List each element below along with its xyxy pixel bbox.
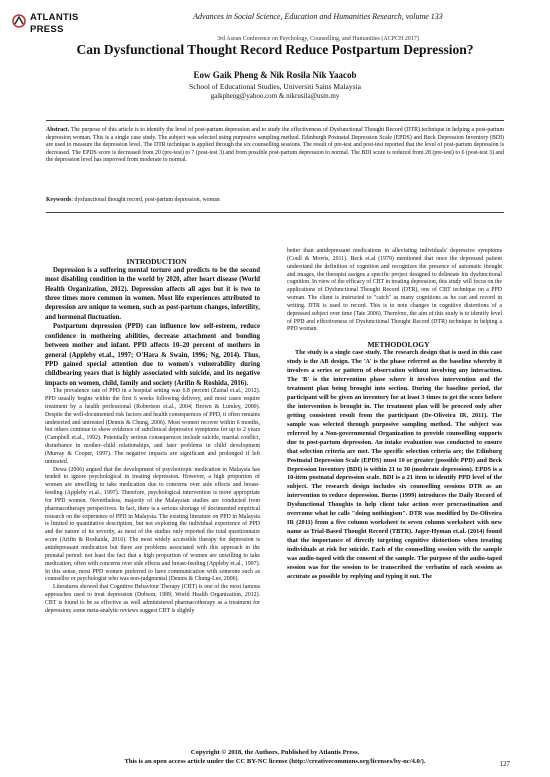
abstract xyxy=(46,127,504,165)
methodology-paragraph: The study is a single case study. The research design that is used in this case study is the AB design. The 'A' is the phase referred as the baseline whereby it involves a series or pattern of observation without involving any interaction. The 'B' is the intervention phase where it involves intervention and the treatment plan being brought into section. During the baseline period, the participant will be given an inventory for at least 3 times to get the score before the intervention is brought in. The treatment plan will be proceed only after getting consistent result from the participant (De-Oliveira IR, 2011). The sample was selected through purposive sampling method. The subject was referred by a Non-governmental Organization to provide counselling supports due to post-partum depression. An intake evaluation was conducted to ensure that selection criteria are met. The specific selection criteria are; the Edinburg Postnatal Depression Scale (EPDS) must 10 or greater (possible PPD) and Beck Depression Inventory (BDI) is within 21 to 30 (moderate depression). EPDS is a 10-item postnatal depression scale. BDI is a 21 item to identify PPD level of the subject. The research design includes six counselling sessions DTR as an intervention to reduce depression. Burns (1999) introduces the Daily Record of Dysfunctional Thoughts to help client take action over procrastination and overcome what he calls "doing nothingism". DTR was modified by De-Oliveira IR (2011) from a five column worksheet to seven column worksheet with new name as Trial-Based Thought Record (TBTR). Jager-Hyman et.al. (2014) found that the importance of directly targeting cognitive distortions when treating individuals at risk for suicide. Each of the counselling session with the sample was audio-taped with the consent of the sample. The purpose of the audio-taped session was for the session to be transcribed the verbatim of each session as accurate as possible by replying and typing it out. The xyxy=(287,349,502,580)
intro-paragraph-1: Depression is a suffering mental torture and predicts to be the second most disabling condition in the world by 2020, after heart disease (World Health Organization, 2012). Depression affects all ages but it is two to three times more common in women. Most life experiences attributed to depression are unique to women, such as post-partum changes, infertility, and hormonal fluctuation. xyxy=(45,266,260,321)
copyright-line: Copyright © 2018, the Authors. Published by Atlantis Press. xyxy=(190,749,360,756)
conference-header: 3rd Asean Conference on Psychology, Counselling, and Humanities (ACPCH 2017) xyxy=(217,36,419,42)
author-affiliation: School of Educational Studies, Universiti Sains Malaysia xyxy=(189,82,361,91)
abstract-top-rule xyxy=(46,120,504,121)
page-number: 127 xyxy=(499,760,510,768)
series-header: Advances in Social Science, Education and Humanities Research, volume 133 xyxy=(193,12,443,21)
right-column xyxy=(287,248,502,582)
paper-title: Can Dysfunctional Thought Record Reduce Postpartum Depression? xyxy=(76,42,474,57)
keywords xyxy=(46,197,504,203)
keywords-text: : dysfunctional thought record, post-partum depression, woman xyxy=(71,197,220,203)
abstract-bottom-rule xyxy=(46,212,504,213)
atlantis-logo-icon xyxy=(12,14,26,28)
author-emails: gaikpheng@yahoo.com & nikrusila@usm.my xyxy=(210,92,340,100)
abstract-text: The purpose of this article is to identify the level of post-partum depression and to study the effectiveness of Dysfunctional Thought Record (DTR) technique in helping a post-partum depression woman. This is a single case study. The subject was selected using purposive sampling method. Edinburgh Postnatal Depression Scale (EPDS) and Beck Depression Inventory (BDI) are used to measure the depression level. The DTR technique is applied through the six counselling sessions. The result of pre-test and post-test reported that the level of post-partum depression is decreased. The EPDS score is decreased from 20 (pre-test) to 7 (post-test 3) and from possible post-partum depression to normal. The BDI score is reduced from 28 (pre-test) to 6 (post-test 3) and the depression level has improved from moderate to normal. xyxy=(46,127,504,164)
abstract-label: Abstract. xyxy=(46,127,70,133)
methodology-heading: METHODOLOGY xyxy=(367,340,430,350)
intro-paragraph-2: Postpartum depression (PPD) can influence low self-esteem, reduce confidence in mothering abilities, decrease attachment and bonding between mother and infant. PPD affects 10–20 percent of mothers in general (Appleby et.al., 1997; O'Hara & Swain, 1996; Ng, 2014). Thus, PPD gained special attention due to women's vulnerability during childbearing years that is highly associated with suicide, and its negative impacts on women, child, family and society (Arifin & Roshida, 2016). xyxy=(45,323,260,387)
paper-authors: Eow Gaik Pheng & Nik Rosila Nik Yaacob xyxy=(193,70,357,80)
publisher-name-line2: PRESS xyxy=(30,24,64,35)
publisher-logo xyxy=(12,10,78,40)
intro-paragraph-5: Literatures showed that Cognitive Behaviour Therapy (CBT) is one of the most famous approaches used to treat depression (Dobson, 1989; World Health Organization, 2012). CBT is found to be as effective as well administered pharmacotherapy as a treatment for depression; some meta-analytic reviews suggest CBT is slightly xyxy=(45,584,260,614)
intro-paragraph-4: Dewa (2006) argued that the development of psychotropic medication in Malaysia has tended to ignore psychological in treating depression. However, a high proportion of women are unwilling to take medication due to concerns over side effects and breast-feeding (Appleby et.al., 1997). Therefore, psychological intervention is more appropriate for PPD women. Nevertheless, majority of the Malaysian studies are conducted from pharmacotherapy perspectives. In fact, there is a serious shortage of documented empirical research on the experience of PPD in Malaysia. The existing literature on PPD in Malaysia is limited to quantitative description, but not exploring the individual experience of PPD and the nature of its severity, as most of the studies only reported the total questionnaire score (Arifin & Roshaida, 2016). The most widely accessible therapy for depression is antidepressant medication but there are problems associated with this approach in the prenatal period: not least the fact that a high proportion of women are unwilling to take medication, often with concerns over side effects and breast-feeding (Appleby et.al., 1997). In this sense, most PPD women preferred to have communication with someone such as counsellor or psychologist who was non-judgmental (Dennis & Chung-Lee, 2006). xyxy=(45,466,260,583)
introduction-heading: INTRODUCTION xyxy=(126,257,187,266)
intro-paragraph-3: The prevalence rate of PPD in a hospital setting was 6.8 percent (Zainal et.al., 2012). PPD usually begins within the first 6 weeks following delivery, and most cases require treatment by a health professional (Robertson et.al., 2004; Brown & Lumley, 2000). Despite the well-documented risk factors and health consequences of PPD, it often remains undetected and untreated (Dennis & Chung, 2006). Most women recover within 6 months, but others continue to show evidence of subclinical depressive symptoms for up to 2 years (Campbell et.al., 1992). Potentially serious consequences include suicide, marital conflict, disturbance in mother–child relationships, and later problems in child development (Murray & Cooper, 1997). The negative impacts are significant and prolonged if left untreated. xyxy=(45,388,260,465)
left-column xyxy=(45,258,260,616)
license-line: This is an open access article under the CC BY-NC license (http://creativecommons.org/licenses/by-nc/4.0/). xyxy=(124,758,426,765)
keywords-label: Keywords xyxy=(46,197,72,203)
publisher-name-line1: ATLANTIS xyxy=(30,12,79,23)
intro-paragraph-6: better than antidepressant medications in alleviating individuals' depressive symptoms (Coull & Morris, 2011). Beck et.al (1979) mentioned that once the depressed patient understand the definition of cognition and recognizes the presence of automatic thought and images, the therapist assigns a specific project designed to delineate his dysfunctional cognition. In view of the efficacy of CBT in treating depression, this study will focus on the applications of Dysfunctional Thought Record (DTR), one of CBT technique on a PPD woman. The client is instructed to "catch" as many cognitions as he can and record in writing. DTR is used to record. This is to note changes in cognitive distortions of a depressed subject over time (Tate 2006). Therefore, the aim of this study is to identify level of PPD and effectiveness of Dysfunctional Thought Record (DTR) technique in helping a PPD woman. xyxy=(287,248,502,333)
copyright-footer xyxy=(20,748,530,766)
